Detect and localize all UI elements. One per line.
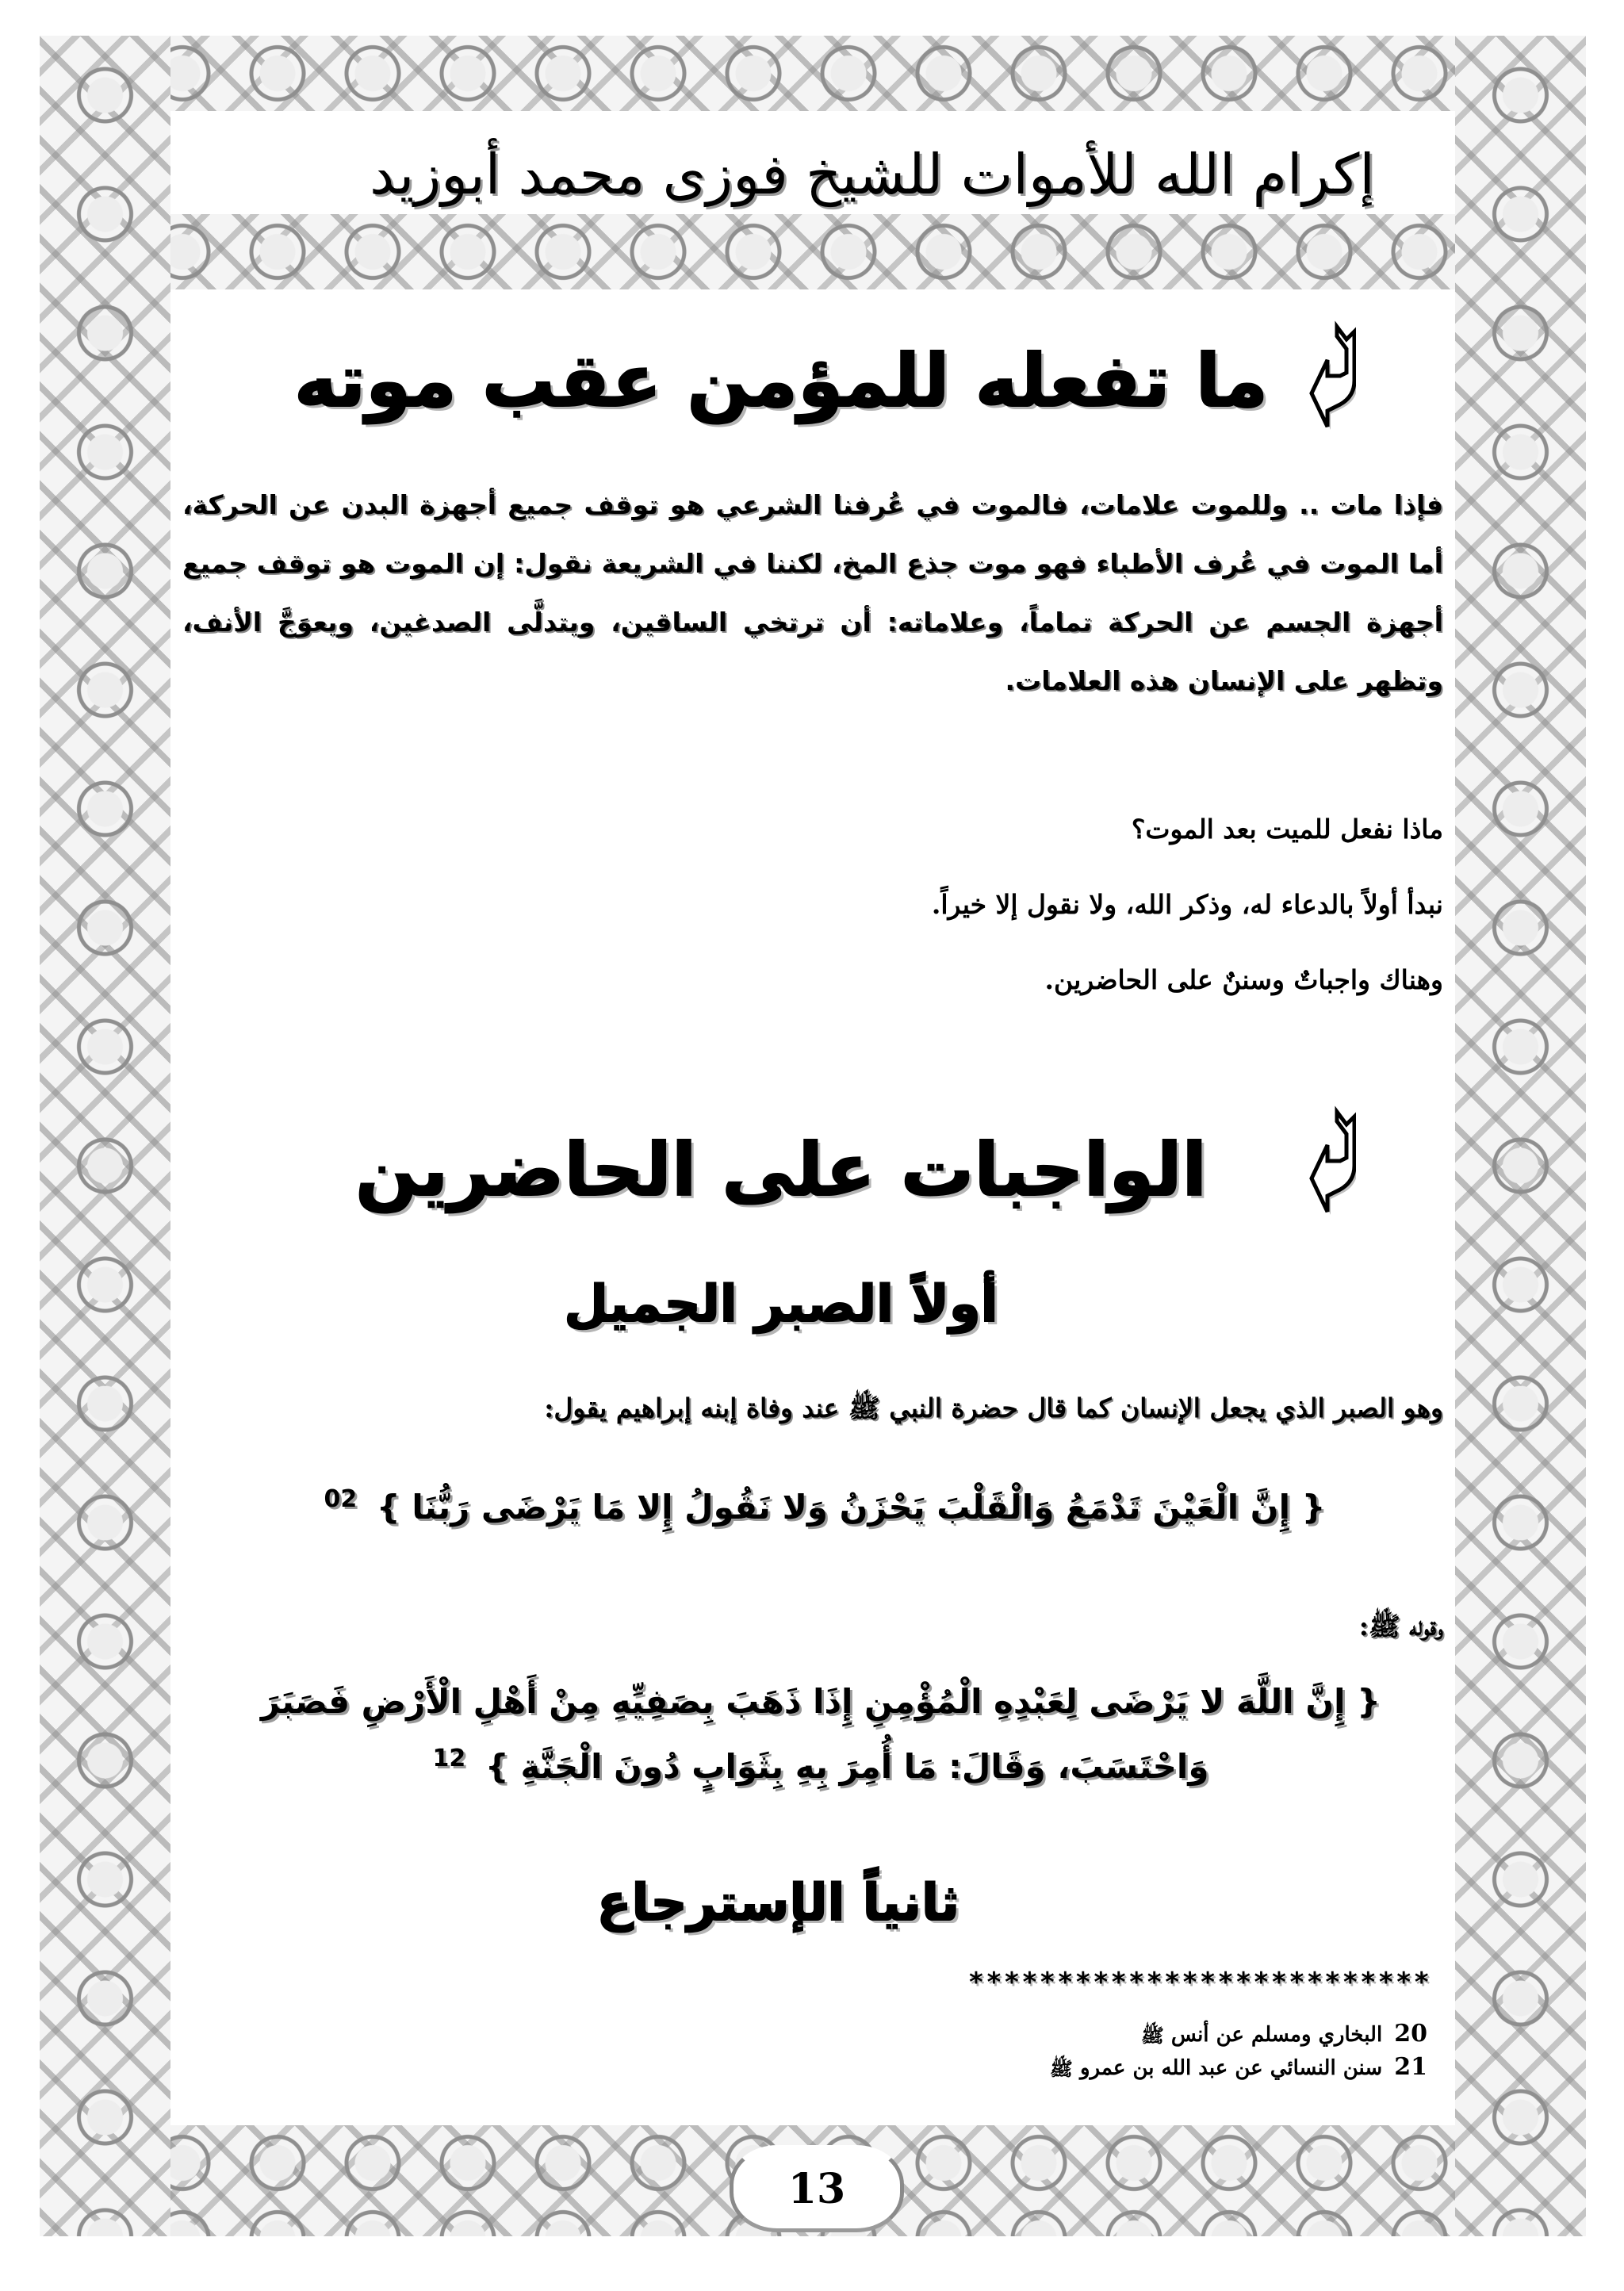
turn-down-left-arrow-icon — [1308, 1102, 1356, 1221]
section-heading-text: الواجبات على الحاضرين — [354, 1127, 1208, 1213]
footnotes — [634, 2018, 1427, 2085]
footnote-item — [634, 2018, 1427, 2052]
page-number-text: 13 — [787, 2164, 846, 2213]
hadith-quote-2 — [214, 1673, 1427, 1795]
answer-line: نبدأ أولاً بالدعاء له، وذكر الله، ولا نقول إلا خيراً. — [931, 889, 1443, 920]
turn-down-left-arrow-icon — [1308, 317, 1356, 436]
footnote-number: 20 — [1394, 2020, 1427, 2048]
footnote-text: سنن النسائي عن عبد الله بن عمرو — [1079, 2056, 1383, 2080]
honorific-glyph-icon: ﷺ — [1140, 2024, 1164, 2047]
border-right-band — [1455, 36, 1586, 2236]
hadith-line-2: وَاحْتَسَبَ، وَقَالَ: مَا أُمِرَ بِهِ بِثَوَابٍ دُونَ الْجَنَّةِ } — [485, 1747, 1209, 1786]
hadith-intro: وهو الصبر الذي يجعل الإنسان كما قال حضرة النبي ﷺ عند وفاة إبنه إبراهيم يقول: — [544, 1393, 1443, 1423]
footnote-ref: 02 — [324, 1485, 358, 1513]
duties-line: وهناك واجباتٌ وسننٌ على الحاضرين. — [1044, 964, 1443, 995]
footnote-number: 21 — [1394, 2053, 1427, 2081]
border-title-lower-band — [40, 214, 1586, 289]
honorific-glyph-icon: ﷺ — [1049, 2057, 1073, 2080]
subheading-text: أولاً الصبر الجميل — [564, 1275, 998, 1334]
border-left-band — [40, 36, 170, 2236]
section-heading-text: ما تفعله للمؤمن عقب موته — [293, 338, 1269, 423]
hadith-quote-1 — [262, 1471, 1388, 1536]
subheading-text: ثانياً الإسترجاع — [596, 1874, 959, 1933]
hadith-line-2-wrap — [214, 1730, 1427, 1795]
hadith-text: { إِنَّ الْعَيْنَ تَدْمَعُ وَالْقَلْبَ يَحْزَنُ وَلا نَقُولُ إِلا مَا يَرْضَى رَبُّنَا } — [376, 1488, 1326, 1527]
subheading-istirja — [182, 1864, 1380, 1943]
paragraph-text: فإذا مات .. وللموت علامات، فالموت في عُرفنا الشرعي هو توقف جميع أجهزة البدن عن الحركة، أما الموت في عُرف الأطباء فهو موت جذع المخ، لكننا في الشريعة نقول: إن الموت هو توقف جميع أجهزة الجسم عن الحركة تماماً، وعلاماته: أن ترتخي الساقين، ويتدلَّى الصدغين، ويعوَجَّ الأنف، وتظهر على الإنسان هذه العلامات. — [182, 489, 1443, 696]
section-heading-1 — [182, 317, 1380, 444]
intro-paragraph — [182, 476, 1443, 711]
hadith-intro-2: وقوله ﷺ: — [1358, 1611, 1443, 1642]
question-line: ماذا نفعل للميت بعد الموت؟ — [1131, 814, 1443, 845]
footnote-separator: ************************** — [967, 1967, 1431, 1998]
subheading-patience — [182, 1269, 1380, 1340]
section-heading-2 — [182, 1102, 1380, 1237]
hadith-line-1: { إِنَّ اللَّهَ لا يَرْضَى لِعَبْدِهِ الْمُؤْمِنِ إِذَا ذَهَبَ بِصَفِيِّهِ مِنْ أَهْلِ الْأَرْضِ فَصَبَرَ — [260, 1682, 1381, 1721]
footnote-ref: 12 — [432, 1745, 466, 1772]
page-title: إكرام الله للأموات للشيخ فوزى محمد أبوزيد — [370, 142, 1375, 207]
footnote-text: البخاري ومسلم عن أنس — [1170, 2023, 1383, 2047]
footnote-item — [634, 2052, 1427, 2085]
page-number — [730, 2145, 904, 2232]
border-top-band — [40, 36, 1586, 111]
